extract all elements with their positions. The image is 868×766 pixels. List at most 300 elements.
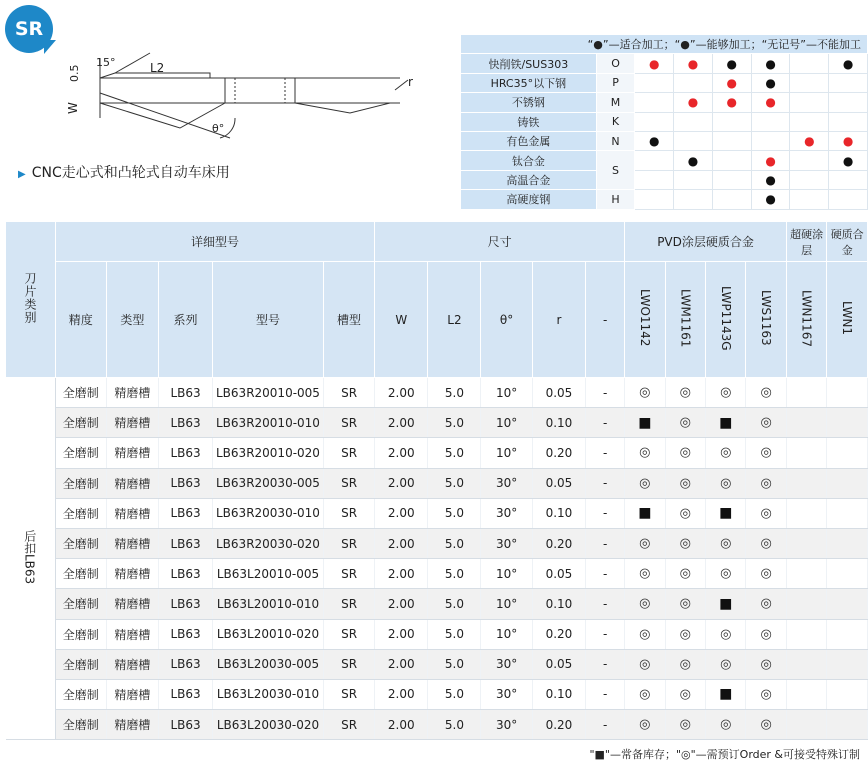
suitability-cell xyxy=(712,73,751,92)
black-dot-icon: ● xyxy=(842,56,854,71)
red-dot-icon: ● xyxy=(842,134,854,149)
material-name: 高硬度钢 xyxy=(461,190,597,209)
grade-cell xyxy=(706,679,746,709)
cell-theta: 30° xyxy=(481,710,532,740)
order-circle-icon: ◎ xyxy=(760,385,772,401)
stock-square-icon: ■ xyxy=(719,505,733,522)
cell-r: 0.20 xyxy=(532,619,585,649)
cell-model: LB63L20030-020 xyxy=(212,710,323,740)
suitability-cell xyxy=(635,170,674,189)
dim-05: 0.5 xyxy=(68,64,81,82)
order-circle-icon: ◎ xyxy=(679,686,691,702)
cell-model: LB63R20030-010 xyxy=(212,498,323,528)
red-dot-icon: ● xyxy=(649,56,660,71)
suitability-cell xyxy=(829,131,868,150)
cell-W: 2.00 xyxy=(375,408,428,438)
order-circle-icon: ◎ xyxy=(679,415,691,431)
cell-L2: 5.0 xyxy=(428,649,481,679)
cell-groove: SR xyxy=(324,619,375,649)
cell-groove: SR xyxy=(324,378,375,408)
grade-cell xyxy=(746,710,786,740)
suitability-cell xyxy=(635,190,674,209)
grade-cell xyxy=(706,559,746,589)
order-circle-icon: ◎ xyxy=(760,536,772,552)
order-circle-icon: ◎ xyxy=(760,445,772,461)
cell-precision: 全磨制 xyxy=(55,408,106,438)
suitability-cell xyxy=(635,151,674,170)
material-name: 铸铁 xyxy=(461,112,597,131)
grade-cell xyxy=(746,619,786,649)
grade-cell xyxy=(706,528,746,558)
cell-model: LB63R20030-020 xyxy=(212,528,323,558)
table-row xyxy=(6,498,868,528)
grade-cell xyxy=(665,649,705,679)
black-dot-icon: ● xyxy=(765,192,776,207)
cell-dash: - xyxy=(586,438,625,468)
red-dot-icon: ● xyxy=(687,56,699,71)
cell-precision: 全磨制 xyxy=(55,710,106,740)
footnote: "■"—常备库存；"◎"—需预订Order &可接受特殊订制 xyxy=(589,748,860,761)
grade-cell xyxy=(786,468,826,498)
grade-cell xyxy=(786,378,826,408)
suitability-cell xyxy=(829,190,868,209)
category-cell: 后扣LB63 xyxy=(6,378,56,740)
cell-dash: - xyxy=(586,378,625,408)
cell-theta: 10° xyxy=(481,559,532,589)
black-dot-icon: ● xyxy=(765,75,776,90)
material-code: N xyxy=(596,131,635,150)
table-row xyxy=(6,679,868,709)
black-dot-icon: ● xyxy=(765,56,776,71)
suitability-cell xyxy=(674,170,713,189)
cell-W: 2.00 xyxy=(375,679,428,709)
cell-groove: SR xyxy=(324,408,375,438)
cell-series: LB63 xyxy=(159,498,213,528)
col-grade-3: LWP1143G xyxy=(706,262,746,378)
grade-cell xyxy=(665,528,705,558)
cell-r: 0.05 xyxy=(532,468,585,498)
cell-theta: 10° xyxy=(481,408,532,438)
cell-dash: - xyxy=(586,408,625,438)
cell-groove: SR xyxy=(324,589,375,619)
grade-cell xyxy=(706,619,746,649)
order-circle-icon: ◎ xyxy=(679,717,691,733)
suitability-cell xyxy=(790,112,829,131)
col-grade-5: LWN1167 xyxy=(786,262,826,378)
dim-15: 15° xyxy=(96,56,116,69)
grade-cell xyxy=(786,649,826,679)
cell-r: 0.10 xyxy=(532,679,585,709)
col-grade-2: LWM1161 xyxy=(665,262,705,378)
order-circle-icon: ◎ xyxy=(639,536,651,552)
table-row xyxy=(6,619,868,649)
cell-dash: - xyxy=(586,589,625,619)
suitability-cell xyxy=(829,54,868,73)
col-precision: 精度 xyxy=(55,262,106,378)
order-circle-icon: ◎ xyxy=(639,445,651,461)
cell-type: 精磨槽 xyxy=(106,498,159,528)
dim-r: r xyxy=(408,75,413,89)
material-code: O xyxy=(596,54,635,73)
material-code: S xyxy=(596,151,635,190)
cell-series: LB63 xyxy=(159,378,213,408)
grade-cell xyxy=(625,498,665,528)
order-circle-icon: ◎ xyxy=(639,717,651,733)
triangle-icon: ▶ xyxy=(18,169,26,180)
grade-cell xyxy=(706,710,746,740)
cell-theta: 30° xyxy=(481,679,532,709)
grade-cell xyxy=(665,710,705,740)
table-row xyxy=(6,710,868,740)
cell-dash: - xyxy=(586,498,625,528)
grade-cell xyxy=(746,378,786,408)
cell-dash: - xyxy=(586,679,625,709)
table-row xyxy=(6,378,868,408)
col-grade-1: LWO1142 xyxy=(625,262,665,378)
grade-cell xyxy=(665,408,705,438)
order-circle-icon: ◎ xyxy=(760,686,772,702)
grade-cell xyxy=(827,438,868,468)
suitability-cell xyxy=(790,93,829,112)
grade-cell xyxy=(706,468,746,498)
order-circle-icon: ◎ xyxy=(639,566,651,582)
order-circle-icon: ◎ xyxy=(720,626,732,642)
col-theta: θ° xyxy=(481,262,532,378)
grade-cell xyxy=(706,438,746,468)
col-grade-6: LWN1 xyxy=(827,262,868,378)
cell-type: 精磨槽 xyxy=(106,468,159,498)
black-dot-icon: ● xyxy=(765,172,776,187)
table-row xyxy=(6,589,868,619)
cell-model: LB63R20010-005 xyxy=(212,378,323,408)
order-circle-icon: ◎ xyxy=(720,566,732,582)
cell-L2: 5.0 xyxy=(428,378,481,408)
grade-cell xyxy=(827,679,868,709)
grade-cell xyxy=(665,498,705,528)
suitability-cell xyxy=(635,131,674,150)
suitability-cell xyxy=(751,112,790,131)
suitability-cell xyxy=(635,93,674,112)
suitability-cell xyxy=(712,112,751,131)
grade-cell xyxy=(746,649,786,679)
suitability-cell xyxy=(674,73,713,92)
cell-groove: SR xyxy=(324,528,375,558)
caption-text: CNC走心式和凸轮式自动车床用 xyxy=(31,165,230,181)
grade-cell xyxy=(827,619,868,649)
material-row xyxy=(461,93,868,112)
order-circle-icon: ◎ xyxy=(639,686,651,702)
cell-r: 0.20 xyxy=(532,710,585,740)
grade-cell xyxy=(665,589,705,619)
cell-type: 精磨槽 xyxy=(106,589,159,619)
table-row xyxy=(6,438,868,468)
material-name: HRC35°以下钢 xyxy=(461,73,597,92)
cell-groove: SR xyxy=(324,438,375,468)
material-code: M xyxy=(596,93,635,112)
order-circle-icon: ◎ xyxy=(760,656,772,672)
suitability-cell xyxy=(674,93,713,112)
grade-cell xyxy=(746,559,786,589)
cell-theta: 30° xyxy=(481,468,532,498)
grade-cell xyxy=(625,649,665,679)
grade-cell xyxy=(827,528,868,558)
grade-cell xyxy=(746,528,786,558)
dim-theta: θ° xyxy=(212,122,225,135)
cell-L2: 5.0 xyxy=(428,619,481,649)
cell-model: LB63L20010-020 xyxy=(212,619,323,649)
grade-cell xyxy=(786,438,826,468)
cell-precision: 全磨制 xyxy=(55,559,106,589)
order-circle-icon: ◎ xyxy=(720,717,732,733)
order-circle-icon: ◎ xyxy=(679,626,691,642)
col-type: 类型 xyxy=(106,262,159,378)
col-l2: L2 xyxy=(428,262,481,378)
material-row xyxy=(461,131,868,150)
grade-cell xyxy=(706,589,746,619)
order-circle-icon: ◎ xyxy=(760,415,772,431)
col-r: r xyxy=(532,262,585,378)
cell-groove: SR xyxy=(324,679,375,709)
cell-dash: - xyxy=(586,710,625,740)
cell-precision: 全磨制 xyxy=(55,528,106,558)
grade-cell xyxy=(625,378,665,408)
suitability-cell xyxy=(790,131,829,150)
cell-W: 2.00 xyxy=(375,649,428,679)
red-dot-icon: ● xyxy=(765,95,776,110)
cell-L2: 5.0 xyxy=(428,559,481,589)
suitability-cell xyxy=(674,190,713,209)
badge-tail xyxy=(44,40,56,54)
grade-cell xyxy=(706,408,746,438)
cell-W: 2.00 xyxy=(375,498,428,528)
grade-cell xyxy=(706,378,746,408)
order-circle-icon: ◎ xyxy=(720,656,732,672)
order-circle-icon: ◎ xyxy=(679,475,691,491)
cell-type: 精磨槽 xyxy=(106,679,159,709)
cell-series: LB63 xyxy=(159,589,213,619)
cell-r: 0.05 xyxy=(532,649,585,679)
material-code: K xyxy=(596,112,635,131)
grade-cell xyxy=(827,378,868,408)
cell-W: 2.00 xyxy=(375,378,428,408)
cell-groove: SR xyxy=(324,649,375,679)
suitability-cell xyxy=(790,170,829,189)
order-circle-icon: ◎ xyxy=(760,566,772,582)
grade-cell xyxy=(827,498,868,528)
cell-r: 0.10 xyxy=(532,498,585,528)
suitability-cell xyxy=(829,73,868,92)
cell-precision: 全磨制 xyxy=(55,679,106,709)
order-circle-icon: ◎ xyxy=(760,505,772,521)
grade-cell xyxy=(746,408,786,438)
cell-groove: SR xyxy=(324,559,375,589)
order-circle-icon: ◎ xyxy=(720,536,732,552)
cell-model: LB63R20010-020 xyxy=(212,438,323,468)
cell-theta: 10° xyxy=(481,619,532,649)
suitability-cell xyxy=(712,151,751,170)
grade-cell xyxy=(665,679,705,709)
grade-cell xyxy=(746,679,786,709)
grade-cell xyxy=(625,408,665,438)
order-circle-icon: ◎ xyxy=(679,536,691,552)
black-dot-icon: ● xyxy=(649,134,660,149)
order-circle-icon: ◎ xyxy=(760,626,772,642)
stock-square-icon: ■ xyxy=(719,686,733,703)
grade-cell xyxy=(827,559,868,589)
grade-cell xyxy=(786,679,826,709)
cell-W: 2.00 xyxy=(375,589,428,619)
grade-cell xyxy=(625,589,665,619)
cell-r: 0.10 xyxy=(532,408,585,438)
table-row xyxy=(6,649,868,679)
order-circle-icon: ◎ xyxy=(639,626,651,642)
order-circle-icon: ◎ xyxy=(639,385,651,401)
material-name: 高温合金 xyxy=(461,170,597,189)
order-circle-icon: ◎ xyxy=(679,385,691,401)
grade-cell xyxy=(665,559,705,589)
grade-cell xyxy=(786,498,826,528)
order-circle-icon: ◎ xyxy=(679,445,691,461)
cell-series: LB63 xyxy=(159,559,213,589)
grade-cell xyxy=(625,619,665,649)
grade-cell xyxy=(786,528,826,558)
suitability-cell xyxy=(829,93,868,112)
order-circle-icon: ◎ xyxy=(679,505,691,521)
material-row xyxy=(461,54,868,73)
suitability-cell xyxy=(674,54,713,73)
cell-L2: 5.0 xyxy=(428,498,481,528)
cell-L2: 5.0 xyxy=(428,589,481,619)
suitability-cell xyxy=(790,151,829,170)
cell-series: LB63 xyxy=(159,408,213,438)
cell-theta: 10° xyxy=(481,438,532,468)
product-table xyxy=(5,221,868,740)
order-circle-icon: ◎ xyxy=(639,656,651,672)
dim-w: W xyxy=(66,102,80,114)
cell-precision: 全磨制 xyxy=(55,498,106,528)
table-row xyxy=(6,559,868,589)
suitability-cell xyxy=(635,112,674,131)
material-code: H xyxy=(596,190,635,209)
cell-theta: 30° xyxy=(481,498,532,528)
cell-series: LB63 xyxy=(159,468,213,498)
cell-W: 2.00 xyxy=(375,619,428,649)
material-legend: “●”—适合加工；“●”—能够加工；“无记号”—不能加工 xyxy=(461,35,868,54)
cnc-caption xyxy=(18,162,230,182)
order-circle-icon: ◎ xyxy=(679,656,691,672)
grade-cell xyxy=(706,498,746,528)
cell-r: 0.05 xyxy=(532,559,585,589)
black-dot-icon: ● xyxy=(687,153,699,168)
cell-model: LB63L20030-005 xyxy=(212,649,323,679)
suitability-cell xyxy=(829,151,868,170)
suitability-cell xyxy=(751,151,790,170)
stock-square-icon: ■ xyxy=(638,414,652,431)
col-groove: 槽型 xyxy=(324,262,375,378)
material-row xyxy=(461,73,868,92)
cell-series: LB63 xyxy=(159,649,213,679)
cell-W: 2.00 xyxy=(375,528,428,558)
cell-model: LB63R20030-005 xyxy=(212,468,323,498)
cell-dash: - xyxy=(586,559,625,589)
grade-cell xyxy=(786,559,826,589)
cell-series: LB63 xyxy=(159,619,213,649)
grade-cell xyxy=(665,438,705,468)
suitability-cell xyxy=(635,73,674,92)
grade-cell xyxy=(625,528,665,558)
red-dot-icon: ● xyxy=(804,134,815,149)
suitability-cell xyxy=(751,73,790,92)
cell-L2: 5.0 xyxy=(428,408,481,438)
red-dot-icon: ● xyxy=(726,75,738,90)
cell-precision: 全磨制 xyxy=(55,589,106,619)
stock-square-icon: ■ xyxy=(638,505,652,522)
cell-precision: 全磨制 xyxy=(55,438,106,468)
cell-dash: - xyxy=(586,468,625,498)
cell-r: 0.20 xyxy=(532,528,585,558)
table-row xyxy=(6,408,868,438)
cell-precision: 全磨制 xyxy=(55,619,106,649)
suitability-cell xyxy=(751,93,790,112)
black-dot-icon: ● xyxy=(842,153,854,168)
suitability-cell xyxy=(829,170,868,189)
material-row xyxy=(461,170,868,189)
cell-r: 0.20 xyxy=(532,438,585,468)
cell-model: LB63L20010-005 xyxy=(212,559,323,589)
suitability-cell xyxy=(790,54,829,73)
order-circle-icon: ◎ xyxy=(679,566,691,582)
cell-W: 2.00 xyxy=(375,438,428,468)
grade-cell xyxy=(665,468,705,498)
cell-L2: 5.0 xyxy=(428,710,481,740)
cell-W: 2.00 xyxy=(375,468,428,498)
stock-square-icon: ■ xyxy=(719,595,733,612)
suitability-cell xyxy=(712,131,751,150)
material-row xyxy=(461,151,868,170)
grade-cell xyxy=(827,710,868,740)
suitability-cell xyxy=(674,131,713,150)
grade-cell xyxy=(625,468,665,498)
red-dot-icon: ● xyxy=(687,95,699,110)
cell-L2: 5.0 xyxy=(428,438,481,468)
cell-type: 精磨槽 xyxy=(106,710,159,740)
cell-dash: - xyxy=(586,619,625,649)
grade-cell xyxy=(746,438,786,468)
material-row xyxy=(461,190,868,209)
grade-cell xyxy=(625,679,665,709)
dim-l2: L2 xyxy=(150,61,165,75)
grade-cell xyxy=(746,468,786,498)
suitability-cell xyxy=(674,112,713,131)
suitability-cell xyxy=(712,190,751,209)
material-name: 有色金属 xyxy=(461,131,597,150)
suitability-cell xyxy=(712,93,751,112)
suitability-cell xyxy=(751,190,790,209)
order-circle-icon: ◎ xyxy=(639,596,651,612)
header-carbide: 硬质合金 xyxy=(827,222,868,262)
suitability-cell xyxy=(790,190,829,209)
material-name: 不锈钢 xyxy=(461,93,597,112)
cell-dash: - xyxy=(586,649,625,679)
cell-type: 精磨槽 xyxy=(106,559,159,589)
cell-series: LB63 xyxy=(159,438,213,468)
cell-model: LB63L20010-010 xyxy=(212,589,323,619)
header-detail: 详细型号 xyxy=(55,222,374,262)
grade-cell xyxy=(746,589,786,619)
cell-type: 精磨槽 xyxy=(106,619,159,649)
cell-type: 精磨槽 xyxy=(106,378,159,408)
red-dot-icon: ● xyxy=(726,95,738,110)
